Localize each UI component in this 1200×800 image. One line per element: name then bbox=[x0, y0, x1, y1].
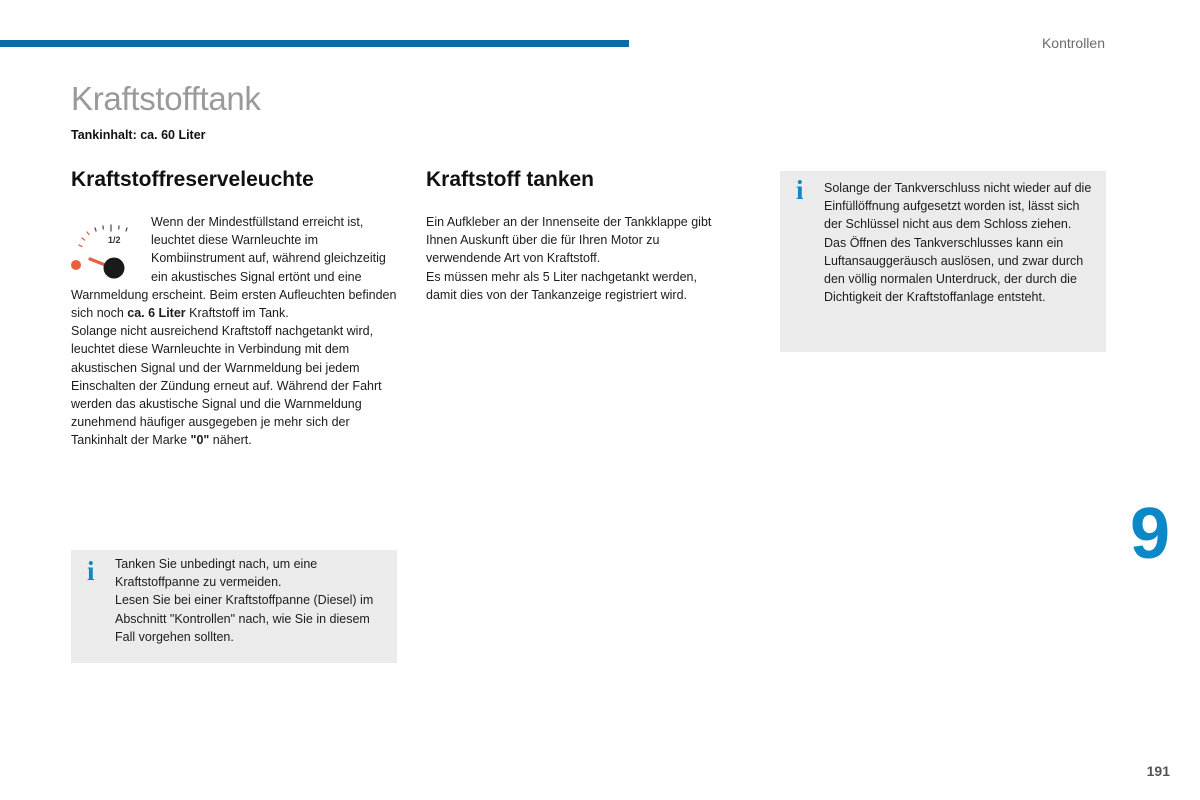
refuel-text bbox=[426, 213, 726, 304]
reserve-p1-b: Kraftstoff im Tank. bbox=[185, 306, 289, 321]
tank-capacity: Tankinhalt: ca. 60 Liter bbox=[71, 128, 206, 142]
reserve-p1-bold: ca. 6 Liter bbox=[127, 306, 186, 321]
info-icon: i bbox=[87, 556, 95, 586]
reserve-p1-a: Wenn der Mindestfüllstand erreicht ist, leuchtet diese Warnleuchte im Kombiinstrument auf, während gleichzeitig ein akustisches Signal ertönt und eine Warnmeldung erscheint. Beim ersten Aufleuchten befinden sich noch bbox=[71, 215, 397, 321]
page-title: Kraftstofftank bbox=[71, 80, 261, 117]
info-icon: i bbox=[796, 175, 804, 205]
info-box-fuel-cap bbox=[780, 171, 1106, 352]
reserve-p2-a: Solange nicht ausreichend Kraftstoff nachgetankt wird, leuchtet diese Warnleuchte in Verbindung mit dem akustischen Signal und der Warnmeldung bei jedem Einschalten der Zündung erneut auf. Während der Fahrt werden das akustische Signal und die Warnmeldung zunehmend häufiger ausgegeben je mehr sich der Tankinhalt der Marke bbox=[71, 324, 382, 448]
warning-lamp-icon bbox=[71, 260, 81, 270]
reserve-p2-b: nähert. bbox=[209, 433, 252, 448]
gauge-label: 1/2 bbox=[108, 235, 121, 245]
refuel-p1: Ein Aufkleber an der Innenseite der Tankklappe gibt Ihnen Auskunft über die für Ihren Motor zu verwendende Art von Kraftstoff. bbox=[426, 215, 712, 266]
info-right-p1: Solange der Tankverschluss nicht wieder auf die Einfüllöffnung aufgesetzt worden ist, lässt sich der Schlüssel nicht aus dem Schloss ziehen. bbox=[824, 181, 1092, 232]
info-text bbox=[824, 179, 1100, 306]
header-accent-bar bbox=[0, 40, 629, 47]
reserve-heading: Kraftstoffreserveleuchte bbox=[71, 168, 314, 191]
info-text bbox=[115, 555, 385, 646]
page-number: 191 bbox=[1146, 763, 1170, 779]
refuel-heading: Kraftstoff tanken bbox=[426, 168, 595, 191]
reserve-p2-bold: "0" bbox=[190, 433, 210, 448]
info-left-p2: Lesen Sie bei einer Kraftstoffpanne (Diesel) im Abschnitt "Kontrollen" nach, wie Sie in diesem Fall vorgehen sollten. bbox=[115, 593, 374, 644]
info-right-p2: Das Öffnen des Tankverschlusses kann ein Luftansauggeräusch auslösen, und zwar durch den völlig normalen Unterdruck, der durch die Dichtigkeit der Kraftstoffanlage entsteht. bbox=[824, 235, 1084, 305]
info-box-fuel-breakdown bbox=[71, 550, 397, 663]
refuel-p2: Es müssen mehr als 5 Liter nachgetankt werden, damit dies von der Tankanzeige registriert wird. bbox=[426, 269, 697, 302]
reserve-text bbox=[71, 213, 401, 450]
fuel-gauge-icon bbox=[71, 217, 137, 279]
info-left-p1: Tanken Sie unbedingt nach, um eine Kraftstoffpanne zu vermeiden. bbox=[115, 557, 318, 590]
chapter-number: 9 bbox=[1129, 494, 1170, 574]
section-label: Kontrollen bbox=[1041, 35, 1105, 51]
